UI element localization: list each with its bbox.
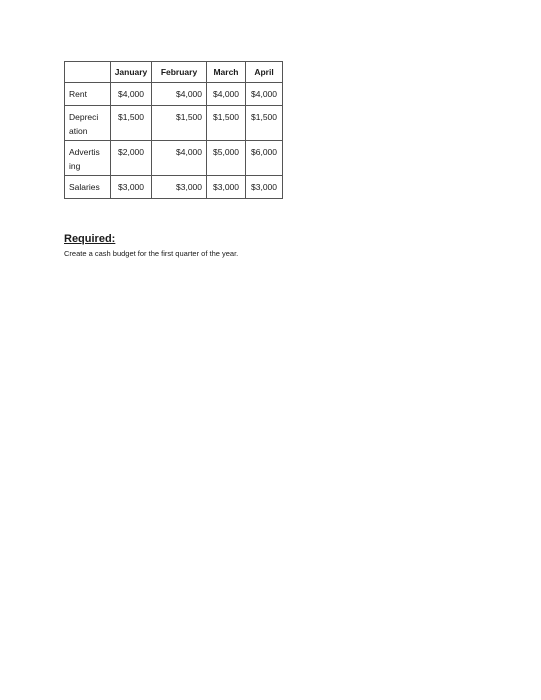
row-label-salaries: Salaries <box>65 176 111 199</box>
table-cell: $4,000 <box>152 141 207 176</box>
required-heading: Required: <box>64 233 116 245</box>
header-cell-march: March <box>207 62 246 83</box>
header-cell-blank <box>65 62 111 83</box>
row-label-advertising: Advertis ing <box>65 141 111 176</box>
table-cell: $4,000 <box>111 83 152 106</box>
table-cell: $4,000 <box>152 83 207 106</box>
table-cell: $3,000 <box>152 176 207 199</box>
table-header-row <box>65 62 283 83</box>
row-label-depreciation: Depreci ation <box>65 106 111 141</box>
table-cell: $1,500 <box>207 106 246 141</box>
header-cell-january: January <box>111 62 152 83</box>
table-row-rent <box>65 83 283 106</box>
table-cell: $3,000 <box>207 176 246 199</box>
row-label-rent: Rent <box>65 83 111 106</box>
expense-table <box>64 61 283 199</box>
table-cell: $5,000 <box>207 141 246 176</box>
table-row-salaries <box>65 176 283 199</box>
table-row-advertising <box>65 141 283 176</box>
table-cell: $6,000 <box>246 141 283 176</box>
table-cell: $2,000 <box>111 141 152 176</box>
table-cell: $1,500 <box>246 106 283 141</box>
table-cell: $3,000 <box>246 176 283 199</box>
table-row-depreciation <box>65 106 283 141</box>
table-cell: $3,000 <box>111 176 152 199</box>
header-cell-february: February <box>152 62 207 83</box>
table-cell: $1,500 <box>152 106 207 141</box>
table-cell: $4,000 <box>246 83 283 106</box>
required-instruction-text: Create a cash budget for the first quarter of the year. <box>64 249 239 258</box>
table-cell: $1,500 <box>111 106 152 141</box>
table-cell: $4,000 <box>207 83 246 106</box>
header-cell-april: April <box>246 62 283 83</box>
